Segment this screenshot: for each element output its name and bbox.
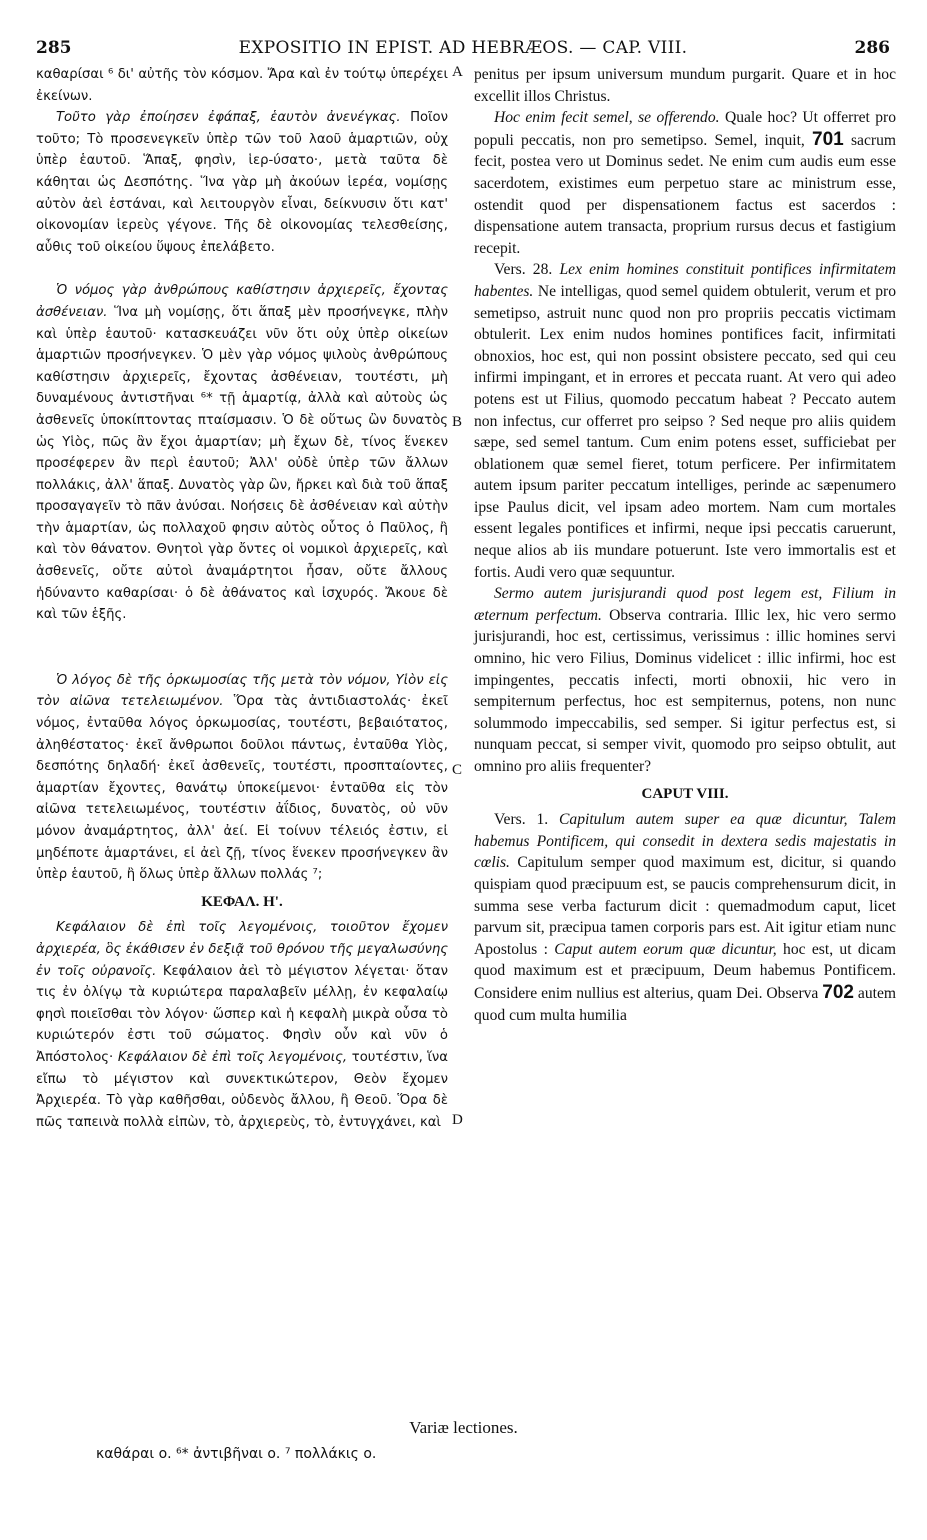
greek-paragraph-2: [36, 107, 448, 258]
greek-lemma-2: Τοῦτο γὰρ ἐποίησεν ἐφάπαξ, ἑαυτὸν ἀνενέγκας.: [56, 110, 401, 126]
greek-lemma-4: Ὁ λόγος δὲ τῆς ὁρκωμοσίας τῆς μετὰ τὸν νόμον, Υἱὸν εἰς τὸν αἰῶνα τετελειωμένον.: [36, 672, 448, 710]
greek-column: [36, 64, 448, 1133]
latin-paragraph-5: [474, 809, 896, 1026]
latin-verse-1: Vers. 1.: [494, 811, 549, 829]
margin-marker-b: B: [452, 414, 463, 430]
greek-lemma-5: Κεφάλαιον δὲ ἐπὶ τοῖς λεγομένοις, τοιοῦτον ἔχομεν ἀρχιερέα, ὃς ἐκάθισεν ἐν δεξιᾷ τοῦ θρόνου τῆς μεγαλωσύνης ἐν τοῖς οὐρανοῖς.: [36, 920, 448, 979]
latin-text-2b: sacrum fecit, postea vero ut Dominus sedet. Ne enim cum audis eum esse sacerdotem, existimes eum perpetuo stare ac ministrum esse, ostendit quod per dispensationem factus est sacerdos : dispensatione autem transacta, proprium rursus decus et fastigium recepit.: [474, 131, 896, 257]
latin-verse-28: Vers. 28.: [494, 261, 553, 279]
latin-lemma-3: Lex enim homines constituit pontifices infirmitatem habentes.: [474, 261, 896, 300]
margin-marker-a: A: [452, 64, 463, 80]
margin-marker-c: C: [452, 762, 463, 778]
latin-paragraph-2: [474, 107, 896, 259]
latin-text-3: Ne intelligas, quod semel quidem obtulerit, verum et pro semetipso, astruit nunc quod non pro propriis peccatis victimam obtulerit. Lex enim nudos homines pontifices facit, infirmitati obnoxios, hoc est, qui non possint obsistere peccato, sed qui ceu infirmi impingant, et in errores et peccata ruant. At vero qui adeo potens est ut Filius, quomodo peccatum habeat ? Peccato autem non infectus, cur offerret pro seipso ? Sed neque pro aliis quidem sæpe, sed semel tantum. Cum enim potens esset, sufficiebat per oblationem quæ semel fieret, totum perficere. Per infirmitatem autem ipsum pariter peccatum intelliges, perinde ac sæpenumero ipse Paulus dicit, vel ipsam adeo mortem. Nam cum mortales essent legales pontifices et infirmi, neque ipsi peccatis caruerunt, neque alios ab iis mundare potuerunt. Iste vero immortalis est et fortis. Audi vero quæ sequuntur.: [474, 282, 896, 581]
latin-paragraph-1: penitus per ipsum universum mundum purgarit. Quare et in hoc excellit illos Christus.: [474, 66, 896, 105]
page-number-right: 286: [854, 38, 890, 58]
latin-lemma-2: Hoc enim fecit semel, se offerendo.: [494, 109, 720, 127]
latin-chapter-heading: CAPUT VIII.: [641, 785, 729, 802]
latin-text-5a: Capitulum semper quod maximum est, dicitur, si quando quispiam quod præcipuum est, se paucis comprehensurum dicit, in summa sese verba facturum dicit : quemadmodum caput, licet parvum sit, præcipua tamen corporis pars est. Ait igitur etiam nunc Apostolus :: [474, 854, 896, 958]
column-number-702: 702: [822, 981, 854, 1003]
running-header: [36, 38, 890, 64]
page-number-left: 285: [36, 38, 72, 58]
variae-lectiones-title: Variæ lectiones.: [409, 1418, 518, 1437]
greek-paragraph-5: [36, 917, 448, 1133]
latin-paragraph-3: [474, 259, 896, 583]
latin-column: [474, 64, 896, 1026]
greek-lemma-3: Ὁ νόμος γὰρ ἀνθρώπους καθίστησιν ἀρχιερεῖς, ἔχοντας ἀσθένειαν.: [36, 283, 448, 320]
latin-text-5b: hoc est, ut dicam quod maximum est et præcipuum, Deum habemus Pontificem. Considere enim nullius est alterius, quam Dei. Observa: [474, 940, 896, 1002]
greek-paragraph-4: [36, 670, 448, 886]
greek-lemma-5b: Κεφάλαιον δὲ ἐπὶ τοῖς λεγομένοις,: [117, 1049, 348, 1065]
latin-text-4: Observa contraria. Illic lex, hic vero sermo jurisjurandi, hoc est, certissimus, verissimus : illic homines servi omnino, hic vero Filius, Dominus videlicet : illic infirmi, hoc est impingentes, peccatis infecti, morti obnoxii, hic vero in sempiternum perfectus, hoc est sempiternus, potens, non nunc solummodo impeccabilis, sed semper. Si igitur perfectus est, si nunquam peccat, si semper vivit, quomodo pro seipso obtulit, aut omnino pro aliis frequenter?: [474, 606, 896, 775]
greek-text-5b: τουτέστιν, ἵνα εἴπω τὸ μέγιστον καὶ συνεκτικώτερον, Θεὸν ἔχομεν Ἀρχιερέα. Τὸ γὰρ καθῆσθαι, οὐδενὸς ἄλλου, ἢ Θεοῦ. Ὅρα δὲ πῶς ταπεινὰ πολλὰ εἰπὼν, τὸ, ἀρχιερεὺς, τὸ, ἐντυγχάνει, καὶ: [36, 1049, 448, 1130]
greek-text-4: Ὅρα τὰς ἀντιδιαστολάς· ἐκεῖ νόμος, ἐνταῦθα λόγος ὁρκωμοσίας, τουτέστι, βεβαιότατος, ἀληθέστατος· ἐκεῖ ἄνθρωποι δοῦλοι πάντως, ἐνταῦθα Υἱὸς, δεσπότης δηλαδή· ἐκεῖ ἀσθενεῖς, τουτέστι, προσπταίοντες, ἁμαρτίαν ἔχοντες, θανάτῳ ὑποκείμενοι· ἐνταῦθα εἰς τὸν αἰῶνα τετελειωμένος, τουτέστιν ἀΐδιος, δυνατὸς, οὐ νῦν μόνον ἀναμάρτητος, ἀλλ' ἀεί. Εἰ τοίνυν τέλειός ἐστιν, εἰ μηδέποτε ἁμαρτάνει, εἰ ἀεὶ ζῇ, τίνος ἕνεκεν προσήνεγκεν ἂν ὑπὲρ ἑαυτοῦ, ἢ ὅλως ὑπὲρ ἄλλων πολλάς ⁷;: [36, 694, 448, 883]
margin-marker-d: D: [452, 1112, 463, 1128]
greek-paragraph-1: καθαρίσαι ⁶ δι' αὐτῆς τὸν κόσμον. Ἄρα καὶ ἐν τούτῳ ὑπερέχει ἐκείνων.: [36, 67, 448, 104]
latin-text-2a: Quale hoc? Ut offerret pro populi peccatis, non pro semetipso. Semel, inquit,: [474, 109, 896, 149]
latin-lemma-4: Sermo autem jurisjurandi quod post legem est, Filium in æternum perfectum.: [474, 585, 896, 624]
latin-lemma-5b: Caput autem eorum quæ dicuntur,: [554, 940, 777, 958]
column-number-701: 701: [812, 128, 844, 150]
running-title: EXPOSITIO IN EPIST. AD HEBRÆOS. — CAP. VIII.: [238, 38, 688, 58]
latin-paragraph-4: [474, 583, 896, 777]
greek-text-5a: Κεφάλαιον ἀεὶ τὸ μέγιστον λέγεται· ὅταν τις ἐν ὀλίγῳ τὰ κυριώτερα παραλαβεῖν μέλλῃ, ἐν κεφαλαίῳ φησὶ ποιεῖσθαι τὸν λόγον· ὥσπερ καὶ ἡ κεφαλὴ μικρὰ οὖσα τὸ κυριώτερόν ἐστι τοῦ σώματος. Φησὶν οὖν καὶ νῦν ὁ Ἀπόστολος·: [36, 963, 448, 1065]
greek-text-2: Ποῖον τοῦτο; Τὸ προσενεγκεῖν ὑπὲρ τῶν τοῦ λαοῦ ἁμαρτιῶν, οὐχ ὑπὲρ ἑαυτοῦ. Ἅπαξ, φησὶν, ἱερ-ύσατο·, μετὰ ταῦτα δὲ κάθηται ὡς Δεσπότης. Ἵνα γὰρ μὴ ἀκούων ἱερέα, νομίσῃς αὐτὸν ἀεὶ ἑστάναι, καὶ λειτουργὸν εἶναι, δείκνυσιν ὅτι κατ' οἰκονομίαν ἱερεὺς γέγονε. Τῆς δὲ οἰκονομίας τελεσθείσης, αὖθις τοῦ οἰκείου ὕψους ἐπελάβετο.: [36, 110, 448, 255]
latin-text-5c: autem quod cum multa humilia: [474, 984, 897, 1024]
latin-lemma-5: Capitulum autem super ea quæ dicuntur, Talem habemus Pontificem, qui consedit in dextera sedis majestatis in cœlis.: [474, 811, 896, 872]
greek-chapter-heading: ΚΕΦΑΛ. Η'.: [201, 893, 283, 910]
greek-paragraph-3: [36, 280, 448, 626]
greek-text-3: Ἵνα μὴ νομίσῃς, ὅτι ἅπαξ μὲν προσήνεγκε, πλὴν καὶ ὑπὲρ ἑαυτοῦ· κατασκευάζει νῦν ὅτι οὐχ ὑπὲρ οἰκείων ἁμαρτιῶν προσήνεγκεν. Ὁ μὲν γὰρ νόμος ψιλοὺς ἀνθρώπους καθίστησιν ἀρχιερεῖς, ἔχοντας ἀσθένειαν, τουτέστι, μὴ δυναμένους ἀντιστῆναι ⁶* τῇ ἁμαρτίᾳ, ἀλλὰ καὶ αὐτοὺς ὡς ἀσθενεῖς ὑποκίπτοντας πταίσμασιν. Ὁ δὲ οὕτως ὢν δυνατὸς ὡς Υἱὸς, πῶς ἂν ἔχοι ἁμαρτίαν; μὴ ἔχων δὲ, τίνος ἕνεκεν προσέφερεν ἂν περὶ ἑαυτοῦ; Ἀλλ' οὐδὲ ὑπὲρ τῶν ἄλλων πολλάκις, ἀλλ' ἅπαξ. Δυνατὸς γὰρ ὢν, ἤρκει καὶ διὰ τοῦ ἅπαξ προσαγαγεῖν τὸ πᾶν ἀνύσαι. Νοήσεις δὲ ἀσθένειαν καὶ αὐτὴν τὴν ἁμαρτίαν, ὡς πολλαχοῦ φησιν αὐτὸς οὗτος ὁ Παῦλος, ἢ καὶ τὸν θάνατον. Θνητοὶ γὰρ ὄντες οἱ νομικοὶ ἀρχιερεῖς, καὶ ἀσθενεῖς, οὔτε αὐτοὶ ἀναμάρτητοι ἦσαν, οὔτε ἄλλους ἠδύναντο καθαρίσαι· ὁ δὲ ἀθάνατος καὶ ἰσχυρός. Ἄκουε δὲ καὶ τῶν ἑξῆς.: [36, 304, 449, 623]
variae-lectiones-list: καθάραι ο. ⁶* ἀντιβῆναι ο. ⁷ πολλάκις ο.: [96, 1446, 377, 1462]
